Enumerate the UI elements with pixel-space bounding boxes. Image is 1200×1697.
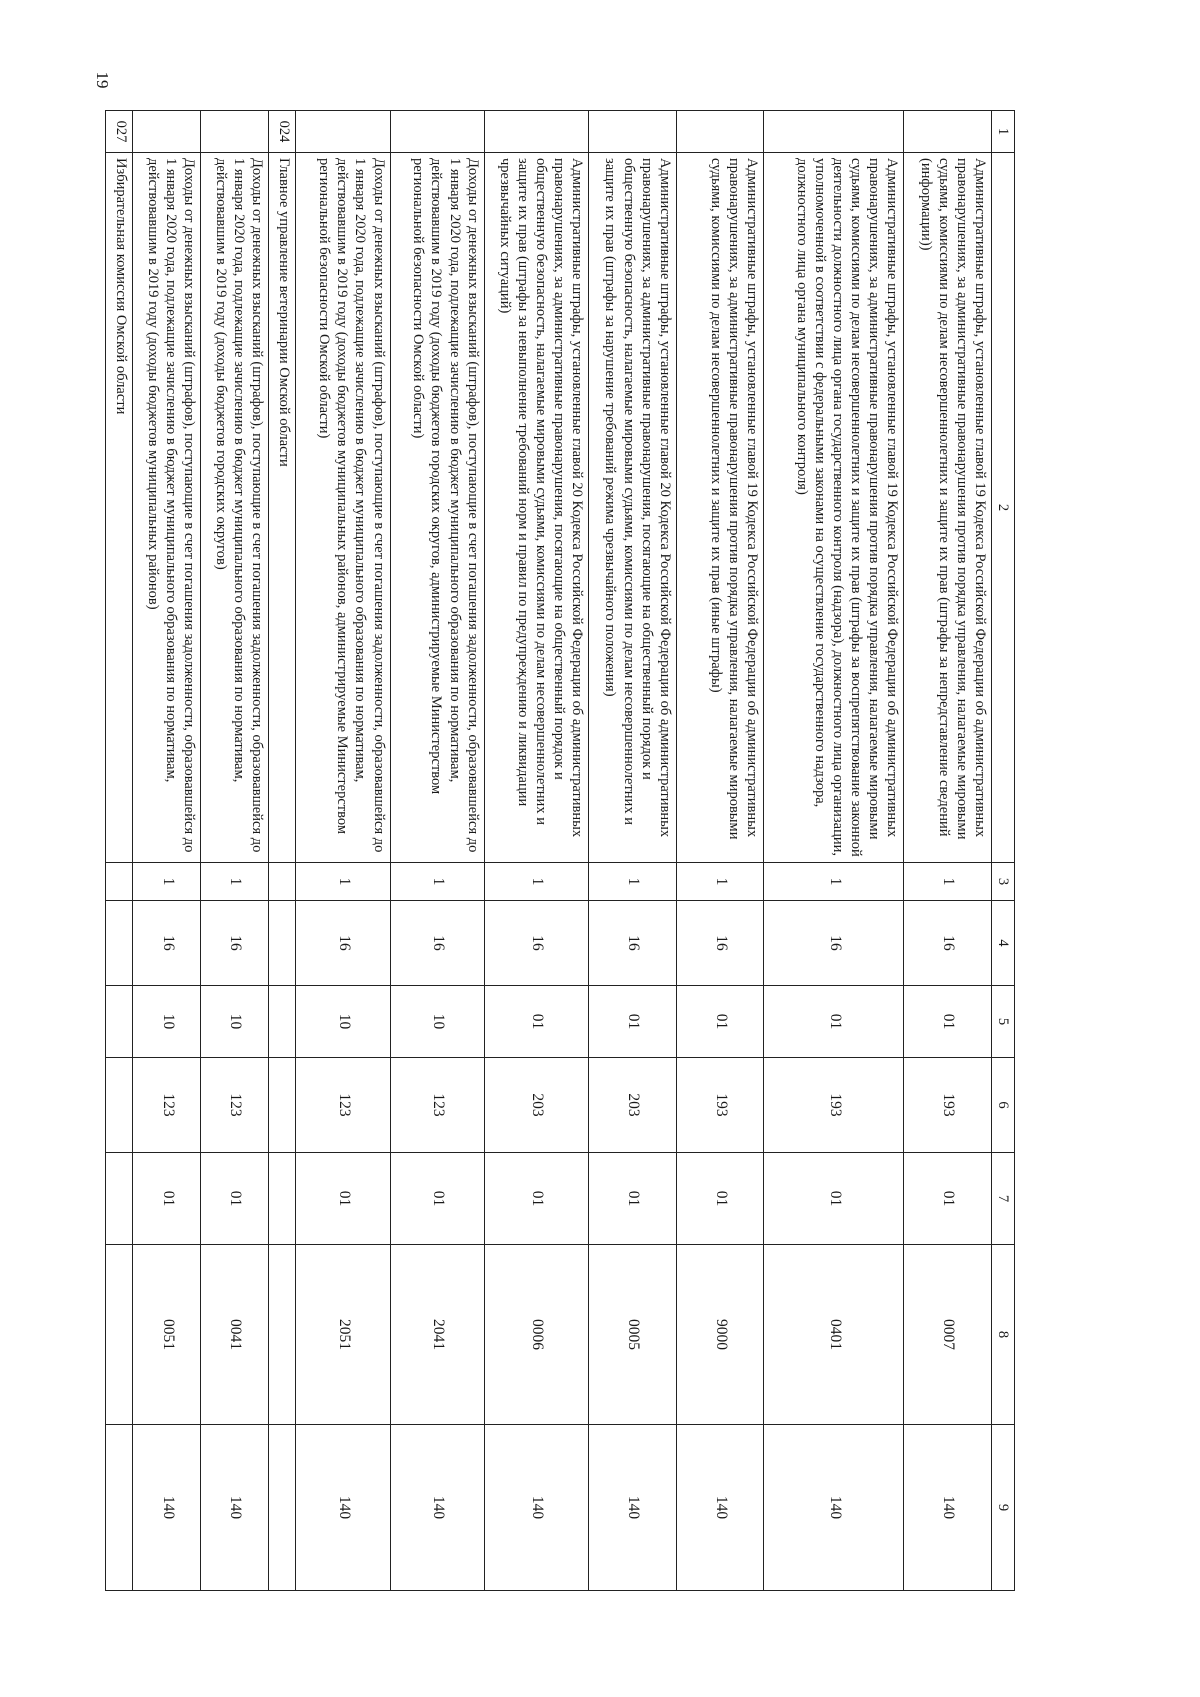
- code-part-cell: 01: [133, 1153, 201, 1245]
- code-part-cell: 10: [390, 986, 484, 1058]
- code-part-cell: 123: [296, 1058, 390, 1153]
- code-part-cell: 01: [296, 1153, 390, 1245]
- table-row: [296, 111, 390, 1591]
- revenue-codes-table: [105, 110, 1015, 1591]
- revenue-name-cell: Доходы от денежных взысканий (штрафов), поступающие в счет погашения задолженности, образовавшейся до 1 января 2020 года, подлежащие зачислению в бюджет муниципального образования по нормативам, действовавшим в 2019 году (доходы бюджетов городских округов, администрируемые Министерством региональной безопасности Омской области): [390, 153, 484, 863]
- admin-code-cell: 027: [106, 111, 133, 153]
- code-part-cell: 16: [676, 901, 764, 986]
- code-part-cell: 140: [296, 1425, 390, 1591]
- code-part-cell: 123: [390, 1058, 484, 1153]
- code-part-cell: 10: [296, 986, 390, 1058]
- table-row: [676, 111, 764, 1591]
- table-row: [133, 111, 201, 1591]
- code-part-cell: 1: [904, 863, 992, 901]
- header-cell: 6: [992, 1058, 1015, 1153]
- code-part-cell: 1: [296, 863, 390, 901]
- code-part-cell: [106, 901, 133, 986]
- code-part-cell: 16: [904, 901, 992, 986]
- admin-code-cell: [904, 111, 992, 153]
- revenue-name-cell: Административные штрафы, установленные главой 20 Кодекса Российской Федерации об административных правонарушениях, за административные правонарушения, посягающие на общественный порядок и общественную безопасность, налагаемые мировыми судьями, комиссиями по делам несовершеннолетних и защите их прав (штрафы за нарушение требований режима чрезвычайного положения): [589, 153, 677, 863]
- admin-code-cell: [296, 111, 390, 153]
- code-part-cell: [106, 1245, 133, 1425]
- admin-code-cell: [484, 111, 589, 153]
- code-part-cell: 0051: [133, 1245, 201, 1425]
- code-part-cell: 16: [589, 901, 677, 986]
- code-part-cell: 16: [390, 901, 484, 986]
- code-part-cell: 01: [764, 986, 904, 1058]
- header-cell: 3: [992, 863, 1015, 901]
- code-part-cell: 140: [133, 1425, 201, 1591]
- table-row: [904, 111, 992, 1591]
- code-part-cell: 1: [390, 863, 484, 901]
- table-row: [390, 111, 484, 1591]
- code-part-cell: [106, 1425, 133, 1591]
- code-part-cell: 01: [484, 1153, 589, 1245]
- code-part-cell: 01: [904, 1153, 992, 1245]
- admin-code-cell: [201, 111, 269, 153]
- code-part-cell: [269, 1245, 296, 1425]
- code-part-cell: 0005: [589, 1245, 677, 1425]
- admin-code-cell: [133, 111, 201, 153]
- admin-code-cell: [589, 111, 677, 153]
- code-part-cell: 123: [133, 1058, 201, 1153]
- code-part-cell: 01: [390, 1153, 484, 1245]
- code-part-cell: 01: [589, 1153, 677, 1245]
- code-part-cell: 01: [676, 986, 764, 1058]
- code-part-cell: [106, 1153, 133, 1245]
- code-part-cell: 193: [904, 1058, 992, 1153]
- code-part-cell: 01: [764, 1153, 904, 1245]
- code-part-cell: 1: [589, 863, 677, 901]
- code-part-cell: 140: [764, 1425, 904, 1591]
- code-part-cell: 01: [589, 986, 677, 1058]
- code-part-cell: [269, 901, 296, 986]
- code-part-cell: 0007: [904, 1245, 992, 1425]
- code-part-cell: [269, 986, 296, 1058]
- code-part-cell: [269, 1153, 296, 1245]
- code-part-cell: 1: [201, 863, 269, 901]
- code-part-cell: 193: [676, 1058, 764, 1153]
- code-part-cell: 140: [484, 1425, 589, 1591]
- revenue-name-cell: Административные штрафы, установленные главой 19 Кодекса Российской Федерации об административных правонарушениях, за административные правонарушения против порядка управления, налагаемые мировыми судьями, комиссиями по делам несовершеннолетних и защите их прав (штрафы за непредставление сведений (информации)): [904, 153, 992, 863]
- code-part-cell: [106, 863, 133, 901]
- admin-code-cell: [390, 111, 484, 153]
- code-part-cell: 1: [764, 863, 904, 901]
- code-part-cell: [269, 1058, 296, 1153]
- revenue-name-cell: Доходы от денежных взысканий (штрафов), поступающие в счет погашения задолженности, образовавшейся до 1 января 2020 года, подлежащие зачислению в бюджет муниципального образования по нормативам, действовавшим в 2019 году (доходы бюджетов муниципальных районов, администрируемые Министерством региональной безопасности Омской области): [296, 153, 390, 863]
- header-cell: 1: [992, 111, 1015, 153]
- admin-code-cell: [676, 111, 764, 153]
- revenue-name-cell: Доходы от денежных взысканий (штрафов), поступающие в счет погашения задолженности, образовавшейся до 1 января 2020 года, подлежащие зачислению в бюджет муниципального образования по нормативам, действовавшим в 2019 году (доходы бюджетов городских округов): [201, 153, 269, 863]
- organization-row: [106, 111, 133, 1591]
- code-part-cell: [106, 986, 133, 1058]
- code-part-cell: 2051: [296, 1245, 390, 1425]
- code-part-cell: 140: [589, 1425, 677, 1591]
- code-part-cell: 16: [201, 901, 269, 986]
- code-part-cell: 193: [764, 1058, 904, 1153]
- revenue-name-cell: Доходы от денежных взысканий (штрафов), поступающие в счет погашения задолженности, образовавшейся до 1 января 2020 года, подлежащие зачислению в бюджет муниципального образования по нормативам, действовавшим в 2019 году (доходы бюджетов муниципальных районов): [133, 153, 201, 863]
- revenue-name-cell: Избирательная комиссия Омской области: [106, 153, 133, 863]
- code-part-cell: 10: [133, 986, 201, 1058]
- code-part-cell: 140: [201, 1425, 269, 1591]
- code-part-cell: 16: [764, 901, 904, 986]
- admin-code-cell: 024: [269, 111, 296, 153]
- code-part-cell: [106, 1058, 133, 1153]
- code-part-cell: 0006: [484, 1245, 589, 1425]
- header-cell: 4: [992, 901, 1015, 986]
- code-part-cell: 16: [296, 901, 390, 986]
- code-part-cell: [269, 863, 296, 901]
- code-part-cell: 10: [201, 986, 269, 1058]
- header-cell: 5: [992, 986, 1015, 1058]
- table-row: [764, 111, 904, 1591]
- code-part-cell: 16: [133, 901, 201, 986]
- code-part-cell: 01: [484, 986, 589, 1058]
- table-row: [484, 111, 589, 1591]
- header-cell: 2: [992, 153, 1015, 863]
- code-part-cell: 01: [904, 986, 992, 1058]
- code-part-cell: 140: [390, 1425, 484, 1591]
- code-part-cell: 16: [484, 901, 589, 986]
- code-part-cell: 140: [904, 1425, 992, 1591]
- code-part-cell: 1: [676, 863, 764, 901]
- rotated-table-wrapper: [105, 110, 1015, 1590]
- header-cell: 9: [992, 1425, 1015, 1591]
- revenue-name-cell: Административные штрафы, установленные главой 19 Кодекса Российской Федерации об административных правонарушениях, за административные правонарушения против порядка управления, налагаемые мировыми судьями, комиссиями по делам несовершеннолетних и защите их прав (иные штрафы): [676, 153, 764, 863]
- table-row: [201, 111, 269, 1591]
- code-part-cell: 203: [484, 1058, 589, 1153]
- code-part-cell: 123: [201, 1058, 269, 1153]
- revenue-name-cell: Главное управление ветеринарии Омской области: [269, 153, 296, 863]
- code-part-cell: 01: [201, 1153, 269, 1245]
- code-part-cell: 01: [676, 1153, 764, 1245]
- header-row: [992, 111, 1015, 1591]
- code-part-cell: 1: [484, 863, 589, 901]
- code-part-cell: [269, 1425, 296, 1591]
- admin-code-cell: [764, 111, 904, 153]
- revenue-name-cell: Административные штрафы, установленные главой 20 Кодекса Российской Федерации об административных правонарушениях, за административные правонарушения, посягающие на общественный порядок и общественную безопасность, налагаемые мировыми судьями, комиссиями по делам несовершеннолетних и защите их прав (штрафы за невыполнение требований норм и правил по предупреждению и ликвидации чрезвычайных ситуаций): [484, 153, 589, 863]
- code-part-cell: 0401: [764, 1245, 904, 1425]
- organization-row: [269, 111, 296, 1591]
- code-part-cell: 203: [589, 1058, 677, 1153]
- table-row: [589, 111, 677, 1591]
- revenue-name-cell: Административные штрафы, установленные главой 19 Кодекса Российской Федерации об административных правонарушениях, за административные правонарушения против порядка управления, налагаемые мировыми судьями, комиссиями по делам несовершеннолетних и защите их прав (штрафы за воспрепятствование законной деятельности должностного лица органа государственного контроля (надзора), должностного лица организации, уполномоченной в соответствии с федеральными законами на осуществление государственного надзора, должностного лица органа муниципального контроля): [764, 153, 904, 863]
- code-part-cell: 1: [133, 863, 201, 901]
- page-number: 19: [93, 71, 112, 89]
- header-cell: 8: [992, 1245, 1015, 1425]
- code-part-cell: 140: [676, 1425, 764, 1591]
- code-part-cell: 0041: [201, 1245, 269, 1425]
- header-cell: 7: [992, 1153, 1015, 1245]
- code-part-cell: 2041: [390, 1245, 484, 1425]
- code-part-cell: 9000: [676, 1245, 764, 1425]
